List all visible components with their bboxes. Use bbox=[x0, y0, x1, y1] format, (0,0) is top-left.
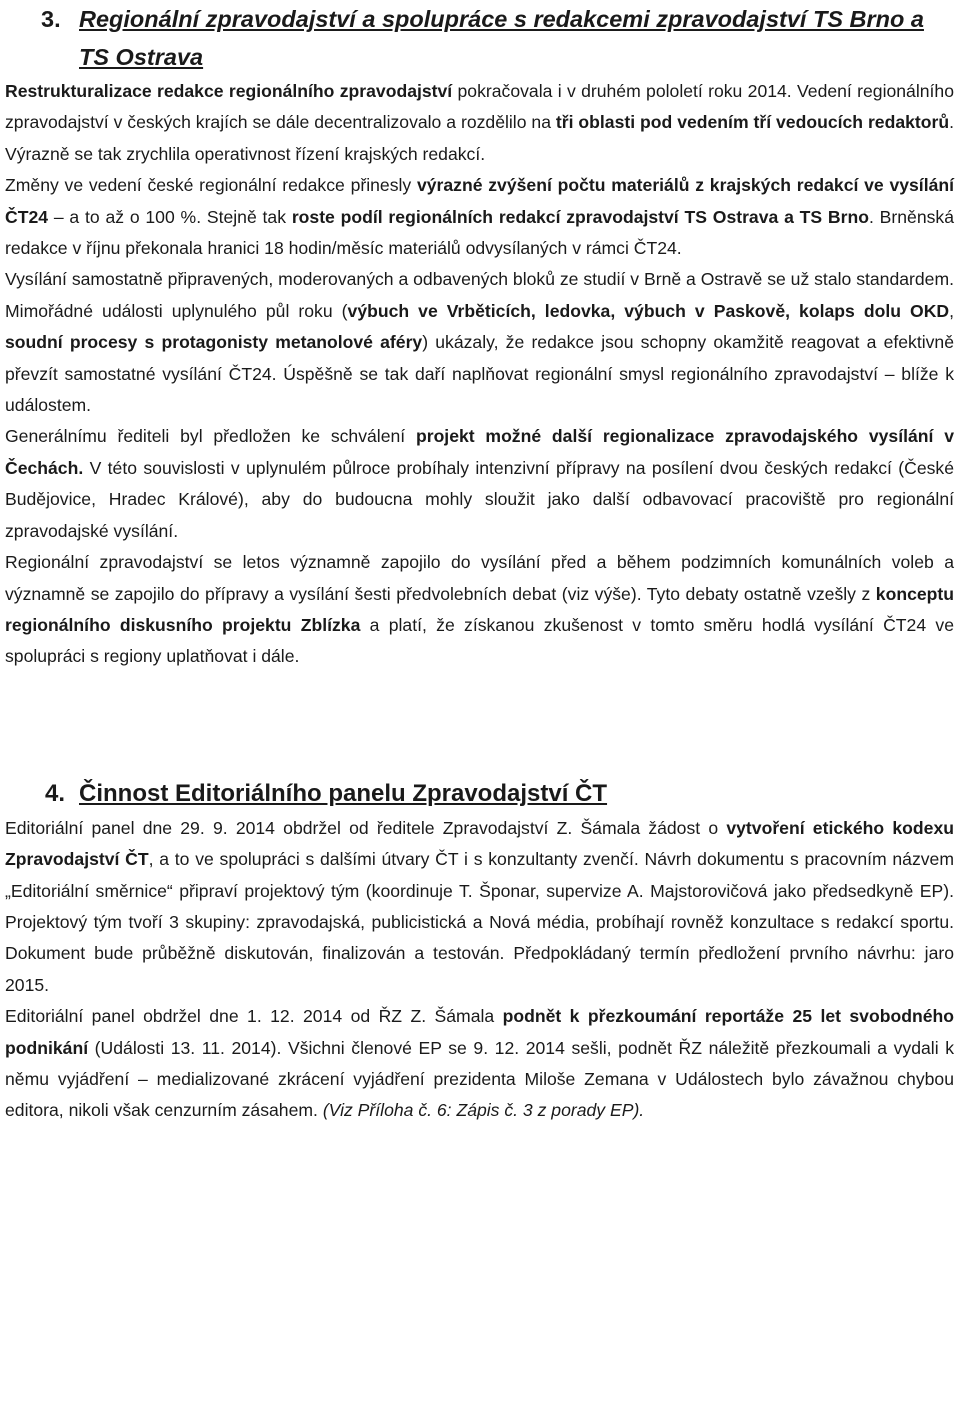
section-3-title: Regionální zpravodajství a spolupráce s redakcemi zpravodajství TS Brno a TS Ostrava bbox=[79, 6, 924, 70]
text-run: výbuch ve Vrběticích, ledovka, výbuch v Paskově, kolaps dolu OKD bbox=[347, 300, 950, 321]
text-run: V této souvislosti v uplynulém půlroce probíhaly intenzivní přípravy na posílení dvou českých redakcí (České Budějovice, Hradec Králové), aby do budoucna mohly sloužit jako další odbavovací pracoviště pro regionální zpravodajské vysílání. bbox=[5, 457, 954, 541]
text-run: (Události 13. 11. 2014). Všichni členové EP se 9. 12. 2014 sešli, podnět ŘZ náležitě přezkoumali a vydali k němu vyjádření – medializované zkrácení vyjádření prezidenta Miloše Zemana v Událostech bylo závažnou chybou editora, nikoli však cenzurním zásahem. bbox=[5, 1037, 954, 1121]
text-run: Restrukturalizace redakce regionálního zpravodajství bbox=[5, 81, 453, 101]
section-4-number: 4. bbox=[45, 779, 66, 807]
section-4-title: Činnost Editoriálního panelu Zpravodajství ČT bbox=[79, 779, 608, 807]
text-run: konceptu regionálního diskusního projektu Zblízka bbox=[5, 583, 954, 635]
text-run: Generálnímu řediteli byl předložen ke schválení bbox=[5, 426, 416, 447]
text-run: projekt možné další regionalizace zpravodajského vysílání v Čechách. bbox=[5, 426, 954, 478]
s3-paragraph-3 bbox=[5, 264, 954, 421]
s4-paragraph-2 bbox=[5, 1001, 954, 1127]
s3-paragraph-5 bbox=[5, 547, 954, 673]
text-run: , a to ve spolupráci s dalšími útvary ČT i s konzultanty zvenčí. Návrh dokumentu s pracovním názvem „Editoriální směrnice“ připraví projektový tým (koordinuje T. Šponar, supervize A. Majstorovičová jako předsedkyně EP). Projektový tým tvoří 3 skupiny: zpravodajská, publicistická a Nová média, probíhají rovněž konzultace s redakcí sportu. Dokument bude průběžně diskutován, finalizován a testován. Předpokládaný termín předložení prvního návrhu: jaro 2015. bbox=[5, 849, 954, 995]
section-3-heading bbox=[5, 0, 954, 76]
text-run: ) ukázaly, že redakce jsou schopny okamžitě reagovat a efektivně převzít samostatné vysílání ČT24. Úspěšně se tak daří naplňovat regionální smysl regionálního zpravodajství – blíže k událostem. bbox=[5, 332, 954, 416]
s3-paragraph-2 bbox=[5, 170, 954, 264]
text-run: roste podíl regionálních redakcí zpravodajství TS Ostrava a TS Brno bbox=[291, 206, 869, 227]
text-run: , bbox=[949, 300, 954, 321]
text-run: soudní procesy s protagonisty metanolové aféry bbox=[5, 332, 423, 353]
text-run: a platí, že získanou zkušenost v tomto směru hodlá vysílání ČT24 ve spolupráci s regiony uplatňovat i dále. bbox=[5, 614, 954, 667]
text-run: Regionální zpravodajství se letos významně zapojilo do vysílání před a během podzimních komunálních voleb a významně se zapojilo do přípravy a vysílání šesti předvolebních debat (viz výše). Tyto debaty ostatně vzešly z bbox=[5, 552, 954, 604]
text-run: . Brněnská redakce v říjnu překonala hranici 18 hodin/měsíc materiálů odvysílaných v rámci ČT24. bbox=[5, 206, 954, 259]
text-run: Editoriální panel dne 29. 9. 2014 obdržel od ředitele Zpravodajství Z. Šámala žádost o bbox=[5, 817, 727, 838]
s3-paragraph-4 bbox=[5, 421, 954, 547]
text-run: Editoriální panel obdržel dne 1. 12. 2014 od ŘZ Z. Šámala bbox=[5, 1006, 503, 1027]
text-run: Změny ve vedení české regionální redakce přinesly bbox=[5, 175, 417, 196]
text-run: tři oblasti pod vedením tří vedoucích redaktorů bbox=[555, 112, 950, 133]
text-run: Vysílání samostatně připravených, moderovaných a odbavených bloků ze studií v Brně a Ostravě se už stalo standardem. Mimořádné události uplynulého půl roku ( bbox=[5, 269, 954, 321]
s4-paragraph-1 bbox=[5, 813, 954, 1001]
text-run: (Viz Příloha č. 6: Zápis č. 3 z porady EP). bbox=[322, 1100, 645, 1121]
section-3-number: 3. bbox=[41, 6, 61, 32]
text-run: výrazné zvýšení počtu materiálů z krajských redakcí ve vysílání ČT24 bbox=[5, 175, 955, 227]
text-run: – a to až o 100 %. Stejně tak bbox=[48, 206, 292, 227]
section-4-heading bbox=[5, 775, 954, 813]
text-run: . Výrazně se tak zrychlila operativnost řízení krajských redakcí. bbox=[5, 112, 954, 164]
text-run: vytvoření etického kodexu Zpravodajství ČT bbox=[5, 817, 954, 870]
text-run: pokračovala i v druhém pololetí roku 2014. Vedení regionálního zpravodajství v českých krajích se dále decentralizovalo a rozdělilo na bbox=[5, 81, 954, 133]
text-run: podnět k přezkoumání reportáže 25 let svobodného podnikání bbox=[5, 1006, 954, 1058]
s3-paragraph-1 bbox=[5, 76, 954, 170]
